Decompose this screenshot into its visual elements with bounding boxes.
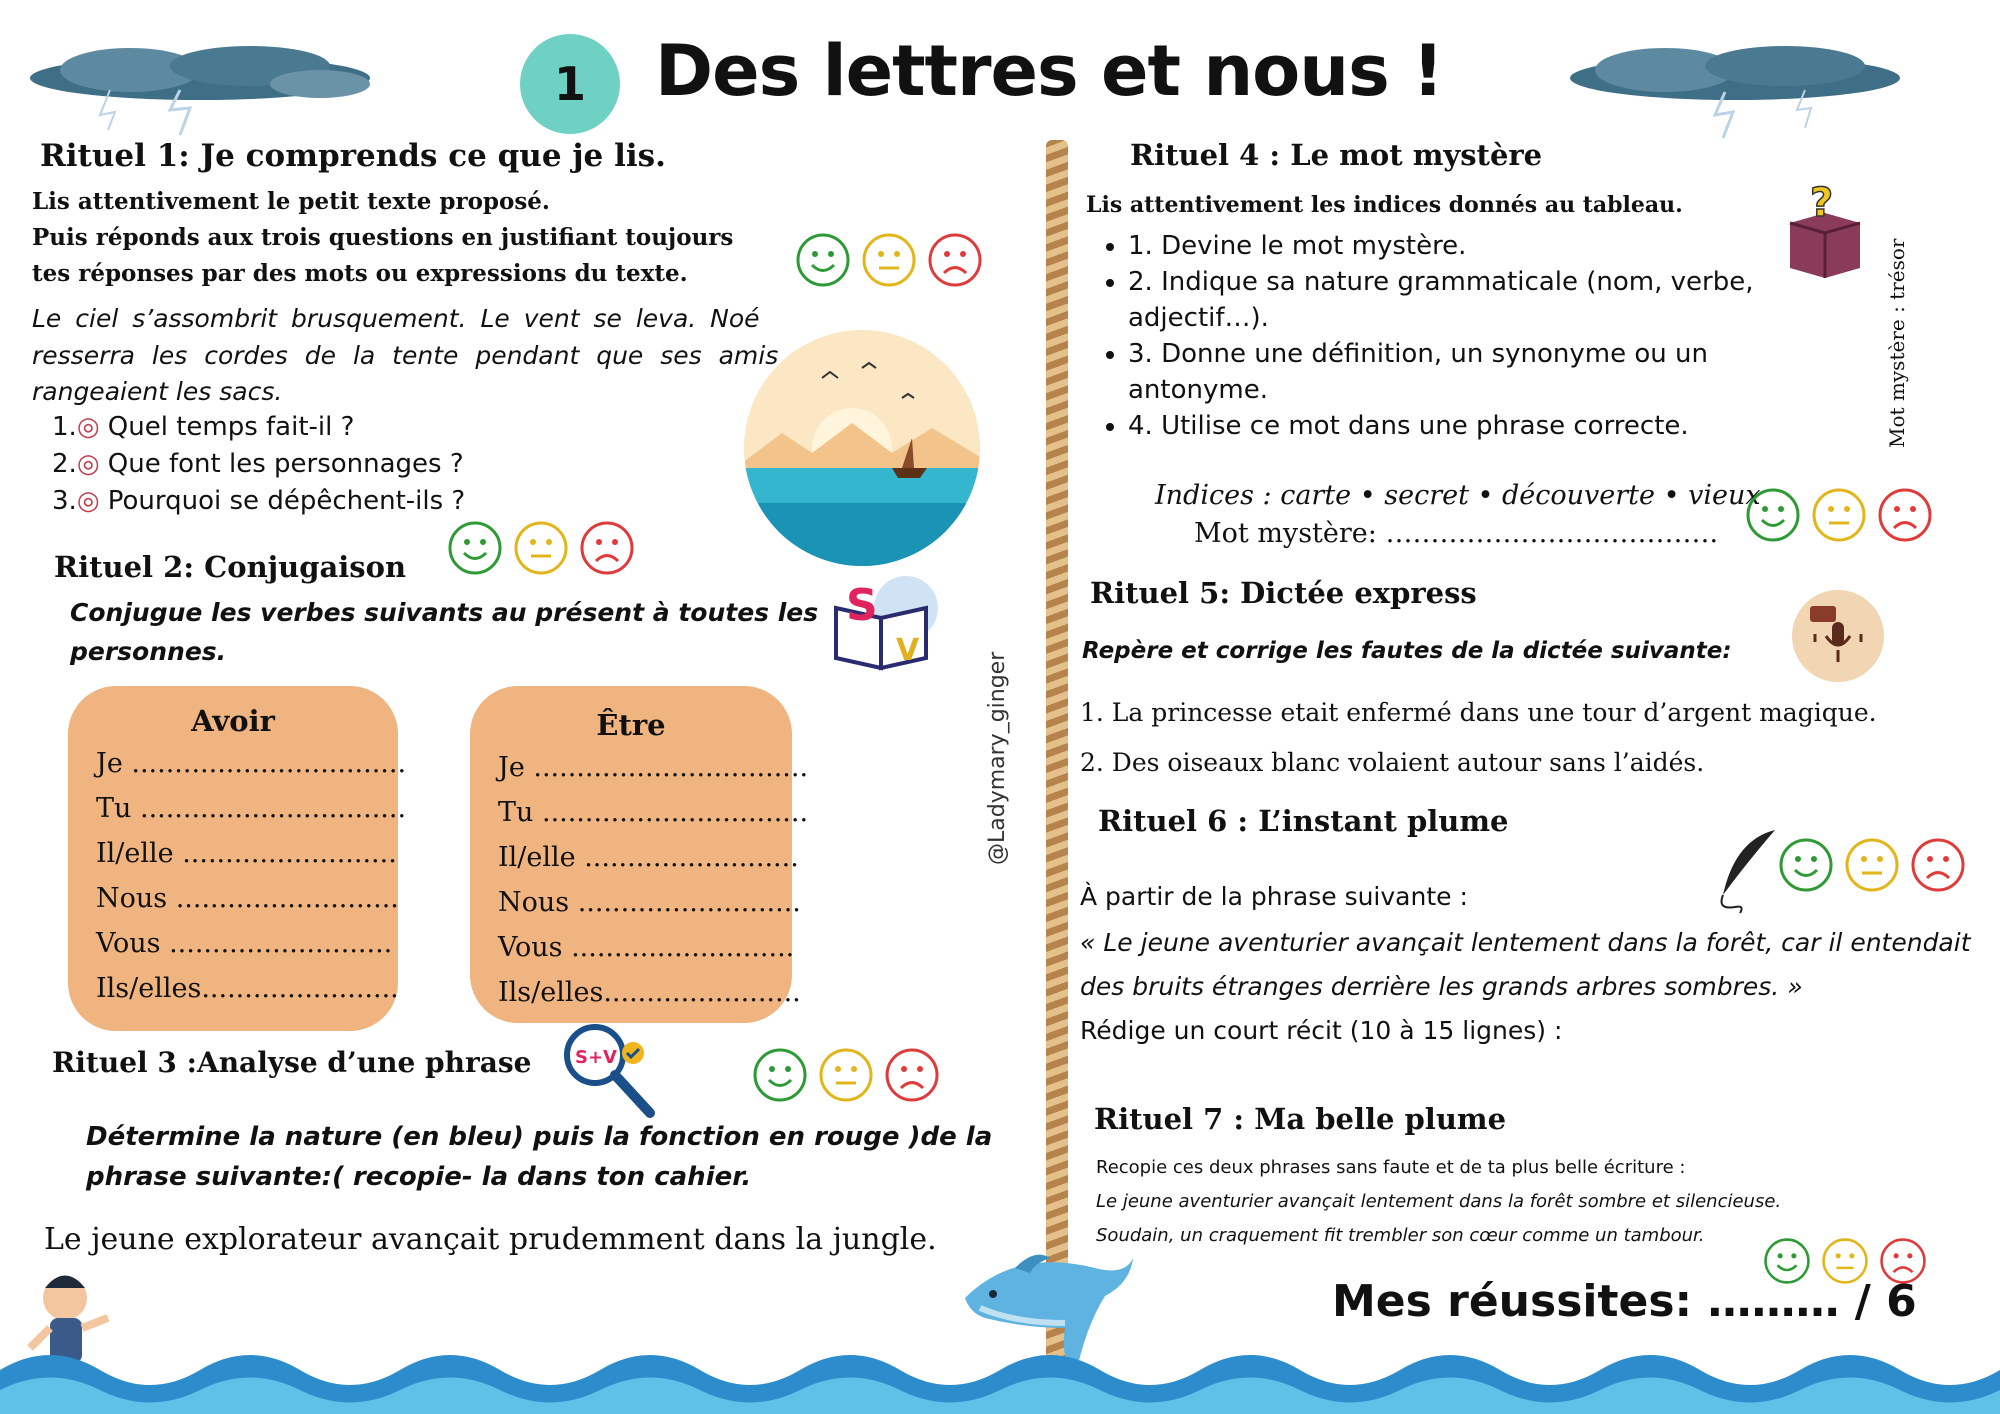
ritual-1-question-list (52, 412, 465, 523)
ritual-7-line-1: Le jeune aventurier avançait lentement dans la forêt sombre et silencieuse. (1096, 1191, 1782, 1212)
ritual-4-answer-line[interactable]: Mot mystère: ………………………………. (1194, 518, 1719, 549)
sea-waves-decoration (0, 1340, 2000, 1414)
ritual-4-clues: Indices : carte • secret • découverte • vieux (1155, 480, 1761, 511)
ritual-2-self-assessment (447, 520, 635, 576)
dictation-sentence-1: 1. La princesse etait enfermé dans une tour d’argent magique. (1080, 698, 1877, 727)
conjugation-book-icon (826, 568, 946, 678)
ritual-1-text-1: Le ciel s’assombrit brusquement. Le vent se leva. Noé (32, 304, 760, 333)
sad-face-icon[interactable] (884, 1047, 940, 1103)
list-item: • 4. Utilise ce mot dans une phrase correcte. (1128, 408, 1753, 444)
ritual-7-line-2: Soudain, un craquement fit trembler son cœur comme un tambour. (1096, 1225, 1705, 1246)
happy-face-icon[interactable] (752, 1047, 808, 1103)
magnifier-icon (555, 1023, 665, 1123)
neutral-face-icon[interactable] (1844, 837, 1900, 893)
neutral-face-icon[interactable] (818, 1047, 874, 1103)
watermark: @Ladymary_ginger (985, 651, 1010, 865)
conjugation-box-etre (470, 686, 809, 1023)
list-item: • 3. Donne une définition, un synonyme ou un antonyme. (1128, 336, 1753, 408)
list-item: • 1. Devine le mot mystère. (1128, 228, 1753, 264)
conjugation-line[interactable]: Ils/elles....................... (498, 977, 801, 1008)
ritual-3-instruction-2: phrase suivante:( recopie- la dans ton cahier. (86, 1162, 752, 1192)
ritual-3-self-assessment (752, 1047, 940, 1103)
dictation-microphone-icon (1790, 588, 1886, 684)
conjugation-line[interactable]: Il/elle ......................... (498, 842, 799, 873)
list-item: • 2. Indique sa nature grammaticale (nom, verbe, adjectif…). (1128, 264, 1753, 336)
ritual-7-title: Rituel 7 : Ma belle plume (1094, 1102, 1507, 1136)
storm-cloud-left-icon (20, 30, 380, 140)
score-line[interactable]: Mes réussites: ……… / 6 (1332, 1276, 1917, 1327)
list-item: 2.◎ Que font les personnages ? (52, 449, 464, 479)
rope-divider (1046, 140, 1068, 1410)
sad-face-icon[interactable] (579, 520, 635, 576)
ritual-3-sentence: Le jeune explorateur avançait prudemment dans la jungle. (44, 1222, 937, 1257)
dictation-sentence-2: 2. Des oiseaux blanc volaient autour sans l’aidés. (1080, 748, 1705, 777)
answer-note: Mot mystère : trésor (1885, 238, 1909, 448)
conjugation-line[interactable]: Vous .......................... (498, 932, 795, 963)
ritual-4-task-list (1092, 228, 1753, 444)
ritual-2-instruction-1: Conjugue les verbes suivants au présent à toutes les (70, 598, 819, 627)
ritual-6-intro: À partir de la phrase suivante : (1080, 882, 1468, 911)
conjugation-line[interactable]: Vous .......................... (96, 928, 393, 959)
neutral-face-icon[interactable] (513, 520, 569, 576)
ritual-6-self-assessment (1778, 837, 1966, 893)
svg-text:S+V: S+V (575, 1047, 617, 1068)
ritual-1-text-3: rangeaient les sacs. (32, 377, 283, 406)
happy-face-icon[interactable] (447, 520, 503, 576)
sad-face-icon[interactable] (927, 232, 983, 288)
ritual-7-instruction: Recopie ces deux phrases sans faute et de ta plus belle écriture : (1096, 1157, 1686, 1178)
ritual-5-title: Rituel 5: Dictée express (1090, 576, 1477, 610)
ritual-4-self-assessment (1745, 487, 1933, 543)
happy-face-icon[interactable] (1778, 837, 1834, 893)
svg-text:?: ? (1810, 180, 1834, 226)
page-title: Des lettres et nous ! (655, 30, 1444, 112)
conjugation-line[interactable]: Tu ............................... (498, 797, 809, 828)
verb-title: Avoir (191, 704, 275, 738)
ritual-6-task: Rédige un court récit (10 à 15 lignes) : (1080, 1016, 1563, 1045)
conjugation-line[interactable]: Nous .......................... (96, 883, 399, 914)
storm-cloud-right-icon (1565, 30, 1905, 140)
ritual-1-instruction-2: Puis réponds aux trois questions en justifiant toujours (32, 224, 734, 251)
conjugation-line[interactable]: Ils/elles....................... (96, 973, 399, 1004)
svg-text:V: V (896, 633, 920, 668)
conjugation-line[interactable]: Je ................................ (96, 748, 407, 779)
conjugation-line[interactable]: Tu ............................... (96, 793, 407, 824)
neutral-face-icon[interactable] (861, 232, 917, 288)
ritual-6-title: Rituel 6 : L’instant plume (1098, 804, 1509, 838)
ritual-1-self-assessment (795, 232, 983, 288)
ritual-4-instruction: Lis attentivement les indices donnés au tableau. (1086, 192, 1683, 218)
verb-title: Être (596, 708, 666, 742)
ritual-2-instruction-2: personnes. (70, 637, 227, 666)
list-item: 1.◎ Quel temps fait-il ? (52, 412, 355, 442)
ritual-1-title: Rituel 1: Je comprends ce que je lis. (40, 138, 666, 174)
ritual-6-quote-2: des bruits étranges derrière les grands arbres sombres. » (1080, 972, 1803, 1001)
neutral-face-icon[interactable] (1811, 487, 1867, 543)
sad-face-icon[interactable] (1877, 487, 1933, 543)
happy-face-icon[interactable] (795, 232, 851, 288)
conjugation-line[interactable]: Il/elle ......................... (96, 838, 397, 869)
happy-face-icon[interactable] (1745, 487, 1801, 543)
ritual-2-title: Rituel 2: Conjugaison (54, 550, 407, 584)
mystery-box-icon (1770, 178, 1880, 288)
conjugation-line[interactable]: Nous .......................... (498, 887, 801, 918)
sea-landscape-illustration (742, 328, 982, 568)
sad-face-icon[interactable] (1910, 837, 1966, 893)
ritual-number-badge: 1 (520, 34, 620, 134)
ritual-1-instruction-3: tes réponses par des mots ou expressions du texte. (32, 260, 688, 287)
feather-pen-icon (1705, 825, 1785, 915)
ritual-1-instruction-1: Lis attentivement le petit texte proposé. (32, 188, 550, 215)
ritual-3-instruction-1: Détermine la nature (en bleu) puis la fonction en rouge )de la (86, 1122, 993, 1152)
ritual-6-quote-1: « Le jeune aventurier avançait lentement dans la forêt, car il entendait (1080, 928, 1971, 957)
list-item: 3.◎ Pourquoi se dépêchent-ils ? (52, 486, 466, 516)
ritual-1-text-2: resserra les cordes de la tente pendant que ses amis (32, 341, 779, 370)
ritual-4-title: Rituel 4 : Le mot mystère (1130, 138, 1543, 172)
conjugation-line[interactable]: Je ................................ (498, 752, 809, 783)
ritual-5-instruction: Repère et corrige les fautes de la dictée suivante: (1082, 638, 1732, 664)
svg-text:S: S (846, 580, 878, 631)
ritual-3-title: Rituel 3 :Analyse d’une phrase (52, 1046, 532, 1079)
conjugation-box-avoir (68, 686, 407, 1031)
